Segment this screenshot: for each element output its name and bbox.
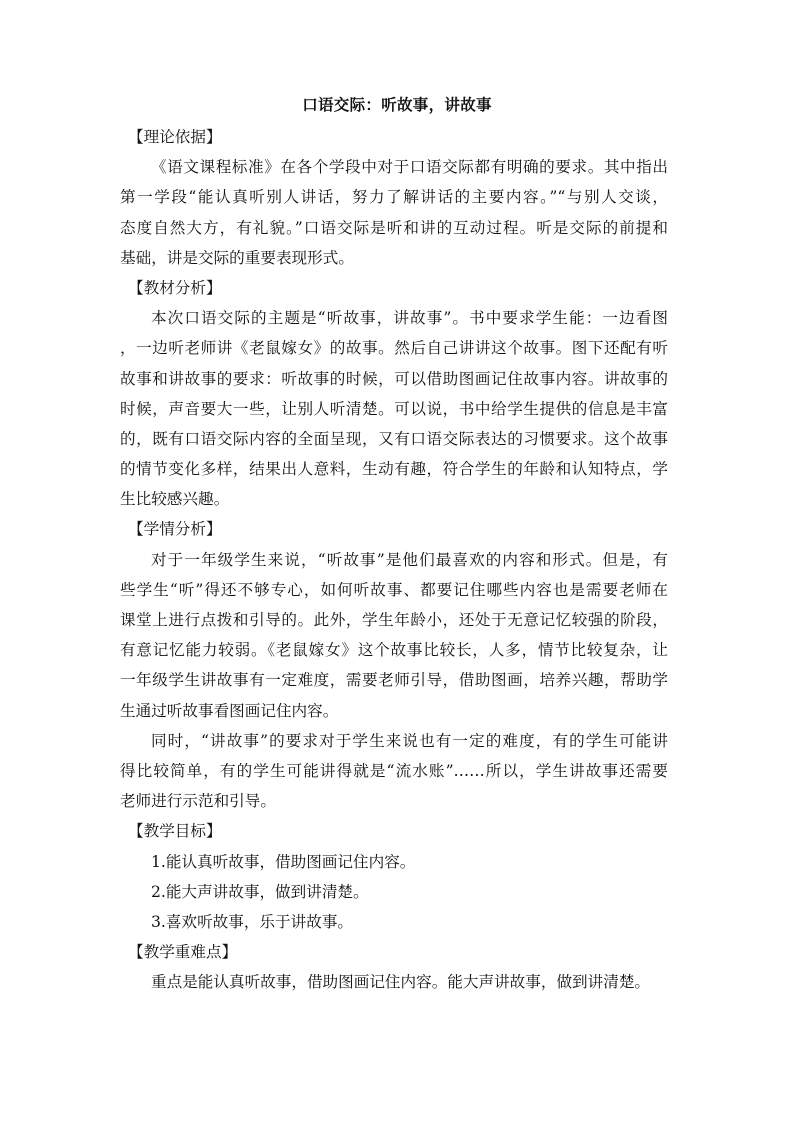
section-heading: 【教材分析】	[128, 278, 222, 297]
paragraph-line: 得比较简单，有的学生可能讲得就是“流水账”……所以，学生讲故事还需要	[120, 761, 668, 780]
paragraph-line: 态度自然大方，有礼貌。”口语交际是听和讲的互动过程。听是交际的前提和	[120, 218, 668, 237]
paragraph	[120, 303, 668, 514]
paragraph-line: 课堂上进行点拨和引导的。此外，学生年龄小，还处于无意记忆较强的阶段，	[120, 611, 668, 629]
section-heading: 【教学目标】	[128, 822, 222, 841]
paragraph-line: 些学生“听”得还不够专心，如何听故事、都要记住哪些内容也是需要老师在	[120, 580, 668, 599]
list-item: 2.能大声讲故事，做到讲清楚。	[151, 882, 369, 901]
paragraph	[120, 545, 668, 726]
paragraph-line: ，一边听老师讲《老鼠嫁女》的故事。然后自己讲讲这个故事。图下还配有听	[120, 339, 668, 358]
section-heading: 【理论依据】	[128, 128, 222, 146]
document-body	[120, 122, 668, 997]
goal-list	[120, 847, 668, 938]
section-heading: 【学情分析】	[128, 520, 222, 539]
document-title: 口语交际：听故事，讲故事	[302, 95, 492, 114]
paragraph-line: 《语文课程标准》在各个学段中对于口语交际都有明确的要求。其中指出	[151, 158, 668, 177]
paragraph-line: 故事和讲故事的要求：听故事的时候，可以借助图画记住故事内容。讲故事的	[120, 369, 668, 388]
list-item: 3.喜欢听故事，乐于讲故事。	[151, 912, 354, 931]
paragraph	[120, 152, 668, 273]
paragraph-line: 的，既有口语交际内容的全面呈现，又有口语交际表达的习惯要求。这个故事	[120, 429, 668, 448]
paragraph-line: 的情节变化多样，结果出人意料，生动有趣，符合学生的年龄和认知特点，学	[120, 460, 668, 479]
section-theory	[120, 122, 668, 273]
list-item: 1.能认真听故事，借助图画记住内容。	[151, 852, 416, 871]
section-textbook-analysis	[120, 273, 668, 515]
paragraph-line: 生比较感兴趣。	[120, 490, 230, 509]
paragraph	[120, 726, 668, 817]
paragraph-line: 对于一年级学生来说，“听故事”是他们最喜欢的内容和形式。但是，有	[151, 550, 668, 569]
paragraph-line: 重点是能认真听故事，借助图画记住内容。能大声讲故事，做到讲清楚。	[151, 973, 651, 992]
paragraph-line: 时候，声音要大一些，让别人听清楚。可以说，书中给学生提供的信息是丰富	[120, 399, 668, 418]
paragraph	[120, 967, 668, 997]
section-student-analysis	[120, 514, 668, 816]
paragraph-line: 一年级学生讲故事有一定难度，需要老师引导，借助图画，培养兴趣，帮助学	[120, 671, 668, 690]
paragraph-line: 本次口语交际的主题是“听故事，讲故事”。书中要求学生能：一边看图	[151, 309, 668, 328]
paragraph-line: 有意记忆能力较弱。《老鼠嫁女》这个故事比较长，人多，情节比较复杂，让	[120, 641, 668, 660]
paragraph-line: 基础，讲是交际的重要表现形式。	[120, 248, 354, 267]
paragraph-line: 老师进行示范和引导。	[120, 792, 276, 811]
section-heading: 【教学重难点】	[128, 943, 238, 962]
section-teaching-goals	[120, 816, 668, 937]
paragraph-line: 同时，“讲故事”的要求对于学生来说也有一定的难度，有的学生可能讲	[151, 731, 668, 750]
paragraph-line: 第一学段“能认真听别人讲话，努力了解讲话的主要内容。”“与别人交谈，	[120, 188, 668, 207]
paragraph-line: 生通过听故事看图画记住内容。	[120, 701, 339, 720]
section-key-points	[120, 937, 668, 997]
